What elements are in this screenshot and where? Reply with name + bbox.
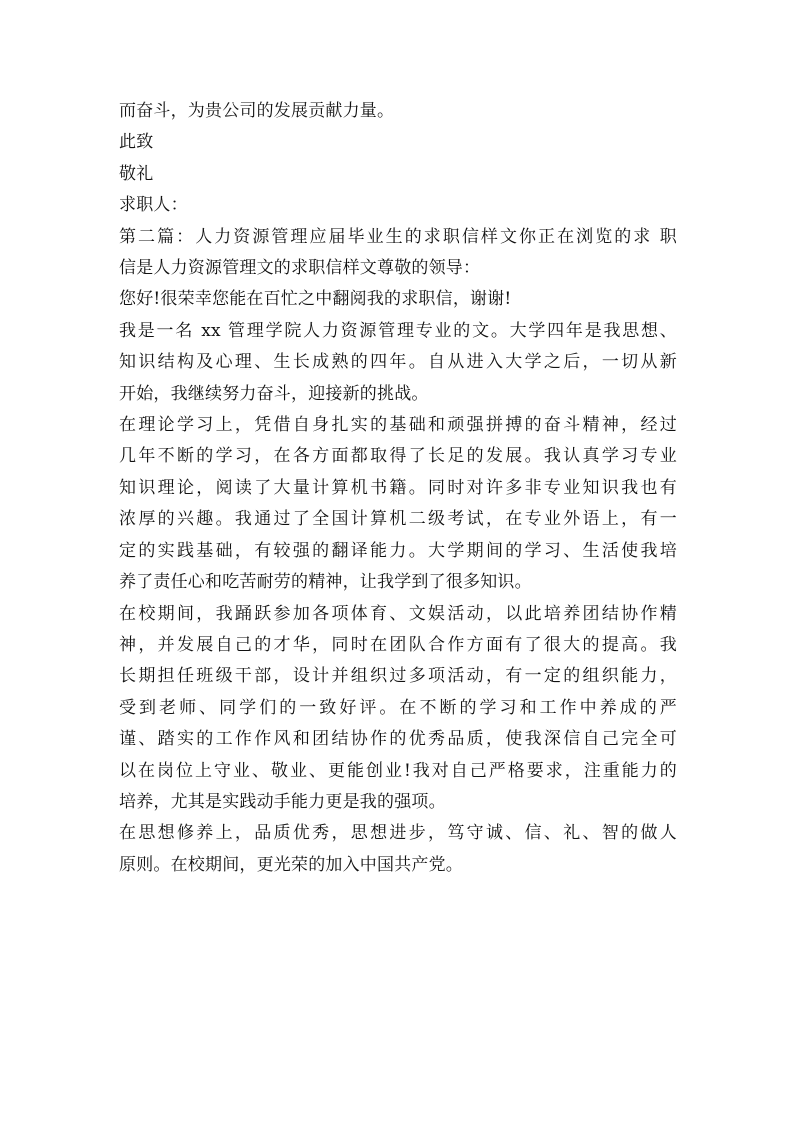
text-line: 知识理论，阅读了大量计算机书籍。同时对许多非专业知识我也有 (119, 477, 677, 498)
text-line: 长期担任班级干部，设计并组织过多项活动，有一定的组织能力， (119, 666, 677, 687)
text-line: 信是人力资源管理文的求职信样文尊敬的领导： (119, 258, 481, 279)
paragraph (119, 410, 677, 598)
text-line: 我是一名 xx 管理学院人力资源管理专业的文。大学四年是我思想、 (119, 320, 677, 341)
text-line: 而奋斗，为贵公司的发展贡献力量。 (119, 101, 395, 121)
text-line: 在校期间，我踊跃参加各项体育、文娱活动，以此培养团结协作精 (119, 603, 677, 624)
text-line: 以在岗位上守业、敬业、更能创业!我对自己严格要求，注重能力的 (119, 760, 677, 781)
text-line: 敬礼 (119, 163, 154, 184)
text-line: 原则。在校期间，更光荣的加入中国共产党。 (119, 854, 463, 875)
text-line: 在思想修养上，品质优秀，思想进步，笃守诚、信、礼、智的做人 (119, 823, 677, 844)
text-line: 几年不断的学习，在各方面都取得了长足的发展。我认真学习专业 (119, 446, 677, 467)
paragraph (119, 159, 677, 190)
text-line: 求职人： (119, 195, 188, 216)
paragraph (119, 190, 677, 221)
text-line: 神，并发展自己的才华，同时在团队合作方面有了很大的提高。我 (119, 634, 677, 655)
text-line: 此致 (119, 132, 154, 153)
paragraph (119, 599, 677, 819)
text-line: 您好!很荣幸您能在百忙之中翻阅我的求职信，谢谢! (119, 289, 512, 310)
text-line: 开始，我继续努力奋斗，迎接新的挑战。 (119, 383, 429, 404)
paragraph (119, 127, 677, 158)
text-line: 培养，尤其是实践动手能力更是我的强项。 (119, 791, 446, 812)
paragraph (119, 96, 677, 127)
document-body (119, 96, 677, 881)
text-line: 谨、踏实的工作作风和团结协作的优秀品质，使我深信自己完全可 (119, 729, 677, 750)
text-line: 受到老师、同学们的一致好评。在不断的学习和工作中养成的严 (119, 697, 677, 718)
paragraph (119, 316, 677, 410)
text-line: 浓厚的兴趣。我通过了全国计算机二级考试，在专业外语上，有一 (119, 509, 677, 530)
paragraph (119, 284, 677, 315)
text-line: 在理论学习上，凭借自身扎实的基础和顽强拼搏的奋斗精神，经过 (119, 415, 677, 436)
text-line: 第二篇：人力资源管理应届毕业生的求职信样文你正在浏览的求 职 (119, 226, 677, 247)
text-line: 知识结构及心理、生长成熟的四年。自从进入大学之后，一切从新 (119, 352, 677, 373)
text-line: 定的实践基础，有较强的翻译能力。大学期间的学习、生活使我培 (119, 540, 677, 561)
text-line: 养了责任心和吃苦耐劳的精神，让我学到了很多知识。 (119, 572, 532, 593)
paragraph (119, 222, 677, 285)
paragraph (119, 818, 677, 881)
